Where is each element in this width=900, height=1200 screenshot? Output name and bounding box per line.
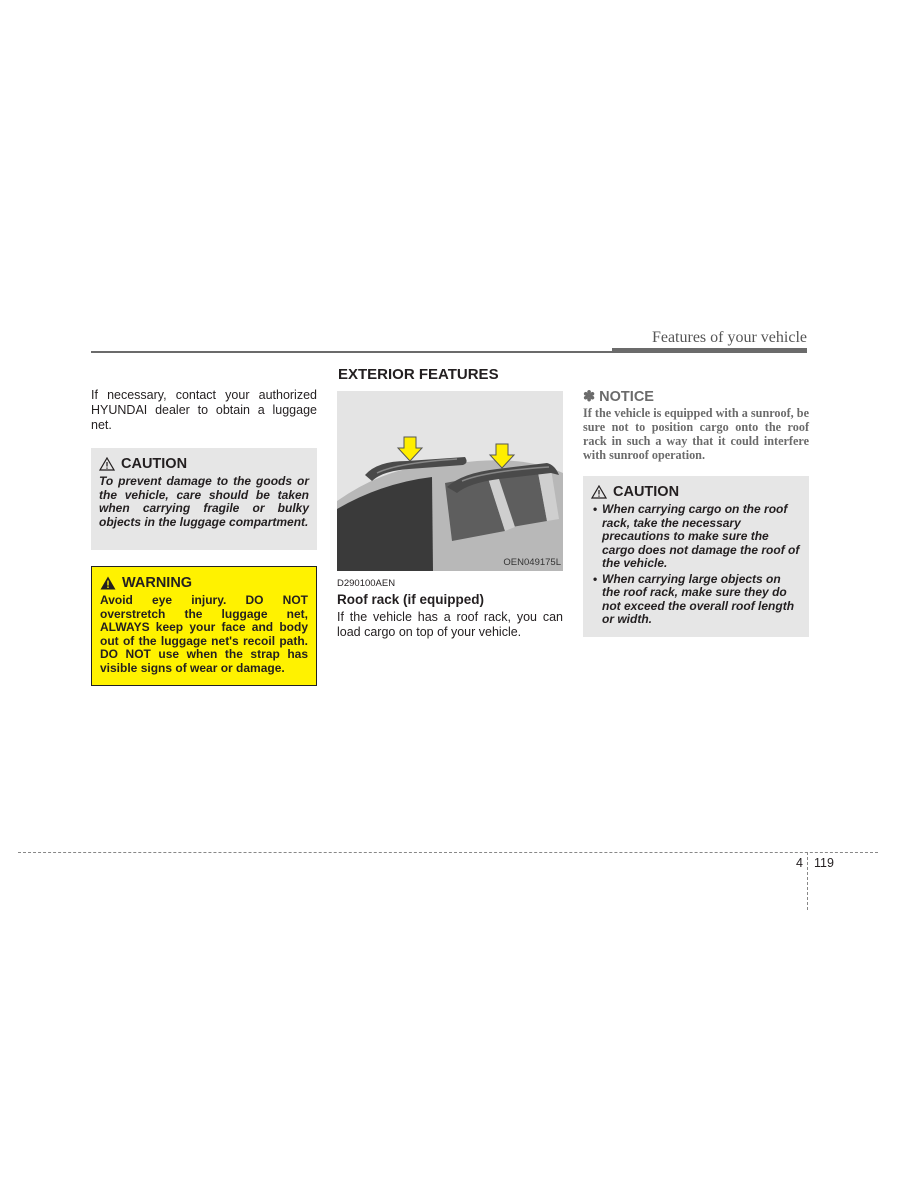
running-header: Features of your vehicle xyxy=(651,329,807,346)
list-item: • When carrying large objects on the roof rack, make sure they do not exceed the overall roof length or width. xyxy=(593,571,795,626)
footer-dashed-divider xyxy=(807,852,808,910)
caution-title xyxy=(591,484,801,500)
caution-bullet-list xyxy=(591,503,801,627)
caution-body: To prevent damage to the goods or the vehicle, care should be taken when carrying fragile or bulky objects in the luggage compartment. xyxy=(99,474,309,529)
intro-paragraph: If necessary, contact your authorized HYUNDAI dealer to obtain a luggage net. xyxy=(91,388,317,432)
caution-triangle-icon xyxy=(99,457,115,471)
figure-code: OEN049175L xyxy=(503,557,561,568)
caution-title xyxy=(99,456,309,472)
middle-column-text xyxy=(337,578,563,640)
right-column xyxy=(583,389,809,637)
roof-rack-heading: Roof rack (if equipped) xyxy=(337,592,485,607)
caution-title-text: CAUTION xyxy=(613,484,680,500)
list-item: • When carrying cargo on the roof rack, take the necessary precautions to make sure the cargo does not damage the roof of the vehicle. xyxy=(593,502,800,570)
page-number: 119 xyxy=(814,856,834,870)
warning-body: Avoid eye injury. DO NOT overstretch the luggage net, ALWAYS keep your face and body out of the luggage net's recoil path. DO NOT use when the strap has visible signs of wear or damage. xyxy=(100,593,308,675)
notice-title: ✽ NOTICE xyxy=(583,389,654,405)
notice-body: If the vehicle is equipped with a sunroof, be sure not to position cargo onto the roof rack in such a way that it could interfere with sunroof operation. xyxy=(583,406,809,462)
left-column xyxy=(91,388,317,686)
roof-rack-figure xyxy=(337,391,563,571)
caution-box-luggage xyxy=(91,448,317,550)
section-heading: EXTERIOR FEATURES xyxy=(338,366,499,383)
item-code: D290100AEN xyxy=(337,578,396,589)
roof-rack-paragraph: If the vehicle has a roof rack, you can load cargo on top of your vehicle. xyxy=(337,610,563,639)
warning-title-text: WARNING xyxy=(122,575,193,591)
caution-box-roof-rack xyxy=(583,476,809,637)
caution-title-text: CAUTION xyxy=(121,456,188,472)
header-accent-bar xyxy=(612,348,807,353)
caution-triangle-icon xyxy=(591,485,607,499)
chapter-number: 4 xyxy=(796,856,803,870)
roof-rack-illustration xyxy=(337,391,563,571)
warning-box-luggage-net xyxy=(91,566,317,686)
footer-dashed-rule xyxy=(18,852,878,853)
warning-title xyxy=(100,575,308,591)
warning-triangle-icon xyxy=(100,576,116,590)
